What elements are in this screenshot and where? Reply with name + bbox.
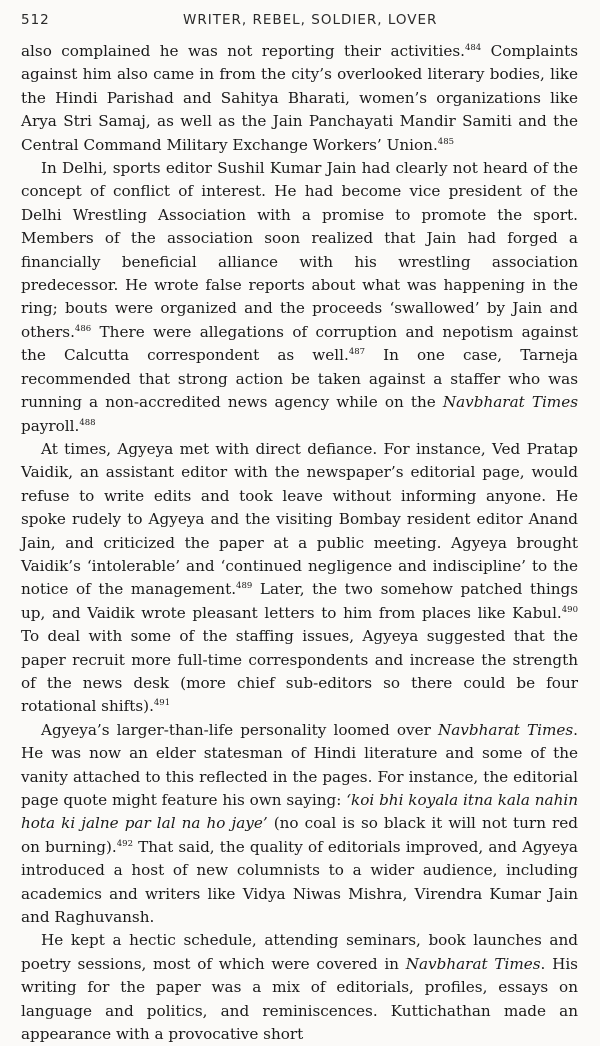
footnote-ref: 492 [116, 838, 133, 849]
footnote-ref: 485 [437, 136, 455, 147]
book-title: WRITER, REBEL, SOLDIER, LOVER [183, 12, 438, 28]
text-run: To deal with some of the staffing issues, Agyeya suggested that the paper recruit more full-time correspondents and increase the strength of the news desk (more chief sub-editors so there could be four rotational shifts). [21, 627, 578, 716]
running-head [21, 6, 578, 40]
text-run: In one case, Tarneja recommended that strong action be taken against a staffer who was running a non-accredited news agency while on the [21, 346, 578, 412]
text-run: That said, the quality of editorials improved, and Agyeya introduced a host of new columnists to a wider audience, including academics and writers like Vidya Niwas Mishra, Virendra Kumar Jain and Raghuvansh. [21, 837, 578, 927]
paragraph-p2 [21, 157, 578, 438]
text-run: There were allegations of corruption and nepotism against the Calcutta correspondent as well. [21, 322, 578, 365]
text-run: At times, Agyeya met with direct defiance. For instance, Ved Pratap Vaidik, an assistant editor with the newspaper’s editorial page, would refuse to write edits and took leave without informing anyone. He spoke rudely to Agyeya and the visiting Bombay resident editor Anand Jain, and criticized the paper at a public meeting. Agyeya brought Vaidik’s ‘intolerable’ and ‘continued negligence and indiscipline’ to the notice of the management. [21, 439, 578, 599]
paragraph-p5 [21, 929, 578, 1046]
italic-text: ‘koi bhi koyala itna kala nahin hota ki jalne par lal na ho jaye’ [21, 791, 578, 833]
page-number: 512 [21, 12, 50, 28]
footnote-ref: 488 [79, 417, 96, 428]
text-run: . He was now an elder statesman of Hindi literature and some of the vanity attached to this reflected in the pages. For instance, the editorial page quote might feature his own saying: [21, 720, 578, 809]
footnote-ref: 484 [464, 42, 482, 53]
text-run: Agyeya’s larger-than-life personality loomed over [41, 720, 438, 739]
italic-text: Navbharat Times [437, 720, 574, 739]
text-run: (no coal is so black it will not turn red on burning). [21, 814, 579, 856]
footnote-ref: 490 [561, 604, 578, 615]
footnote-ref: 486 [74, 323, 92, 334]
text-run: In Delhi, sports editor Sushil Kumar Jain had clearly not heard of the concept of conflict of interest. He had become vice president of the Delhi Wrestling Association with a promise to promote the sport. Members of the association soon realized that Jain had forged a financially beneficial alliance with his wrestling association predecessor. He wrote false reports about what was happening in the ring; bouts were organized and the proceeds ‘swallowed’ by Jain and others. [21, 159, 578, 341]
footnote-ref: 487 [348, 347, 366, 358]
footnote-ref: 491 [153, 698, 171, 709]
italic-text: Navbharat Times [442, 393, 578, 412]
footnote-ref: 489 [236, 581, 253, 592]
text-run: Complaints against him also came in from the city’s overlooked literary bodies, like the Hindi Parishad and Sahitya Bharati, women’s organizations like Arya Stri Samaj, as well as the Jain Panchayati Mandir Samiti and the Central Command Military Exchange Workers’ Union. [21, 42, 578, 154]
text-run: He kept a hectic schedule, attending seminars, book launches and poetry sessions, most of which were covered in [21, 931, 578, 973]
body-text [21, 40, 578, 1046]
italic-text: Navbharat Times [405, 954, 541, 973]
paragraph-p4 [21, 719, 578, 930]
paragraph-p3 [21, 438, 578, 719]
paragraph-p1 [21, 40, 578, 157]
text-run: payroll. [21, 416, 80, 435]
text-run: . His writing for the paper was a mix of editorials, profiles, essays on language and politics, and reminiscences. Kuttichathan made an appearance with a provocative short [21, 954, 578, 1044]
text-run: Later, the two somehow patched things up, and Vaidik wrote pleasant letters to him from places like Kabul. [21, 580, 579, 622]
text-run: also complained he was not reporting their activities. [21, 42, 465, 60]
